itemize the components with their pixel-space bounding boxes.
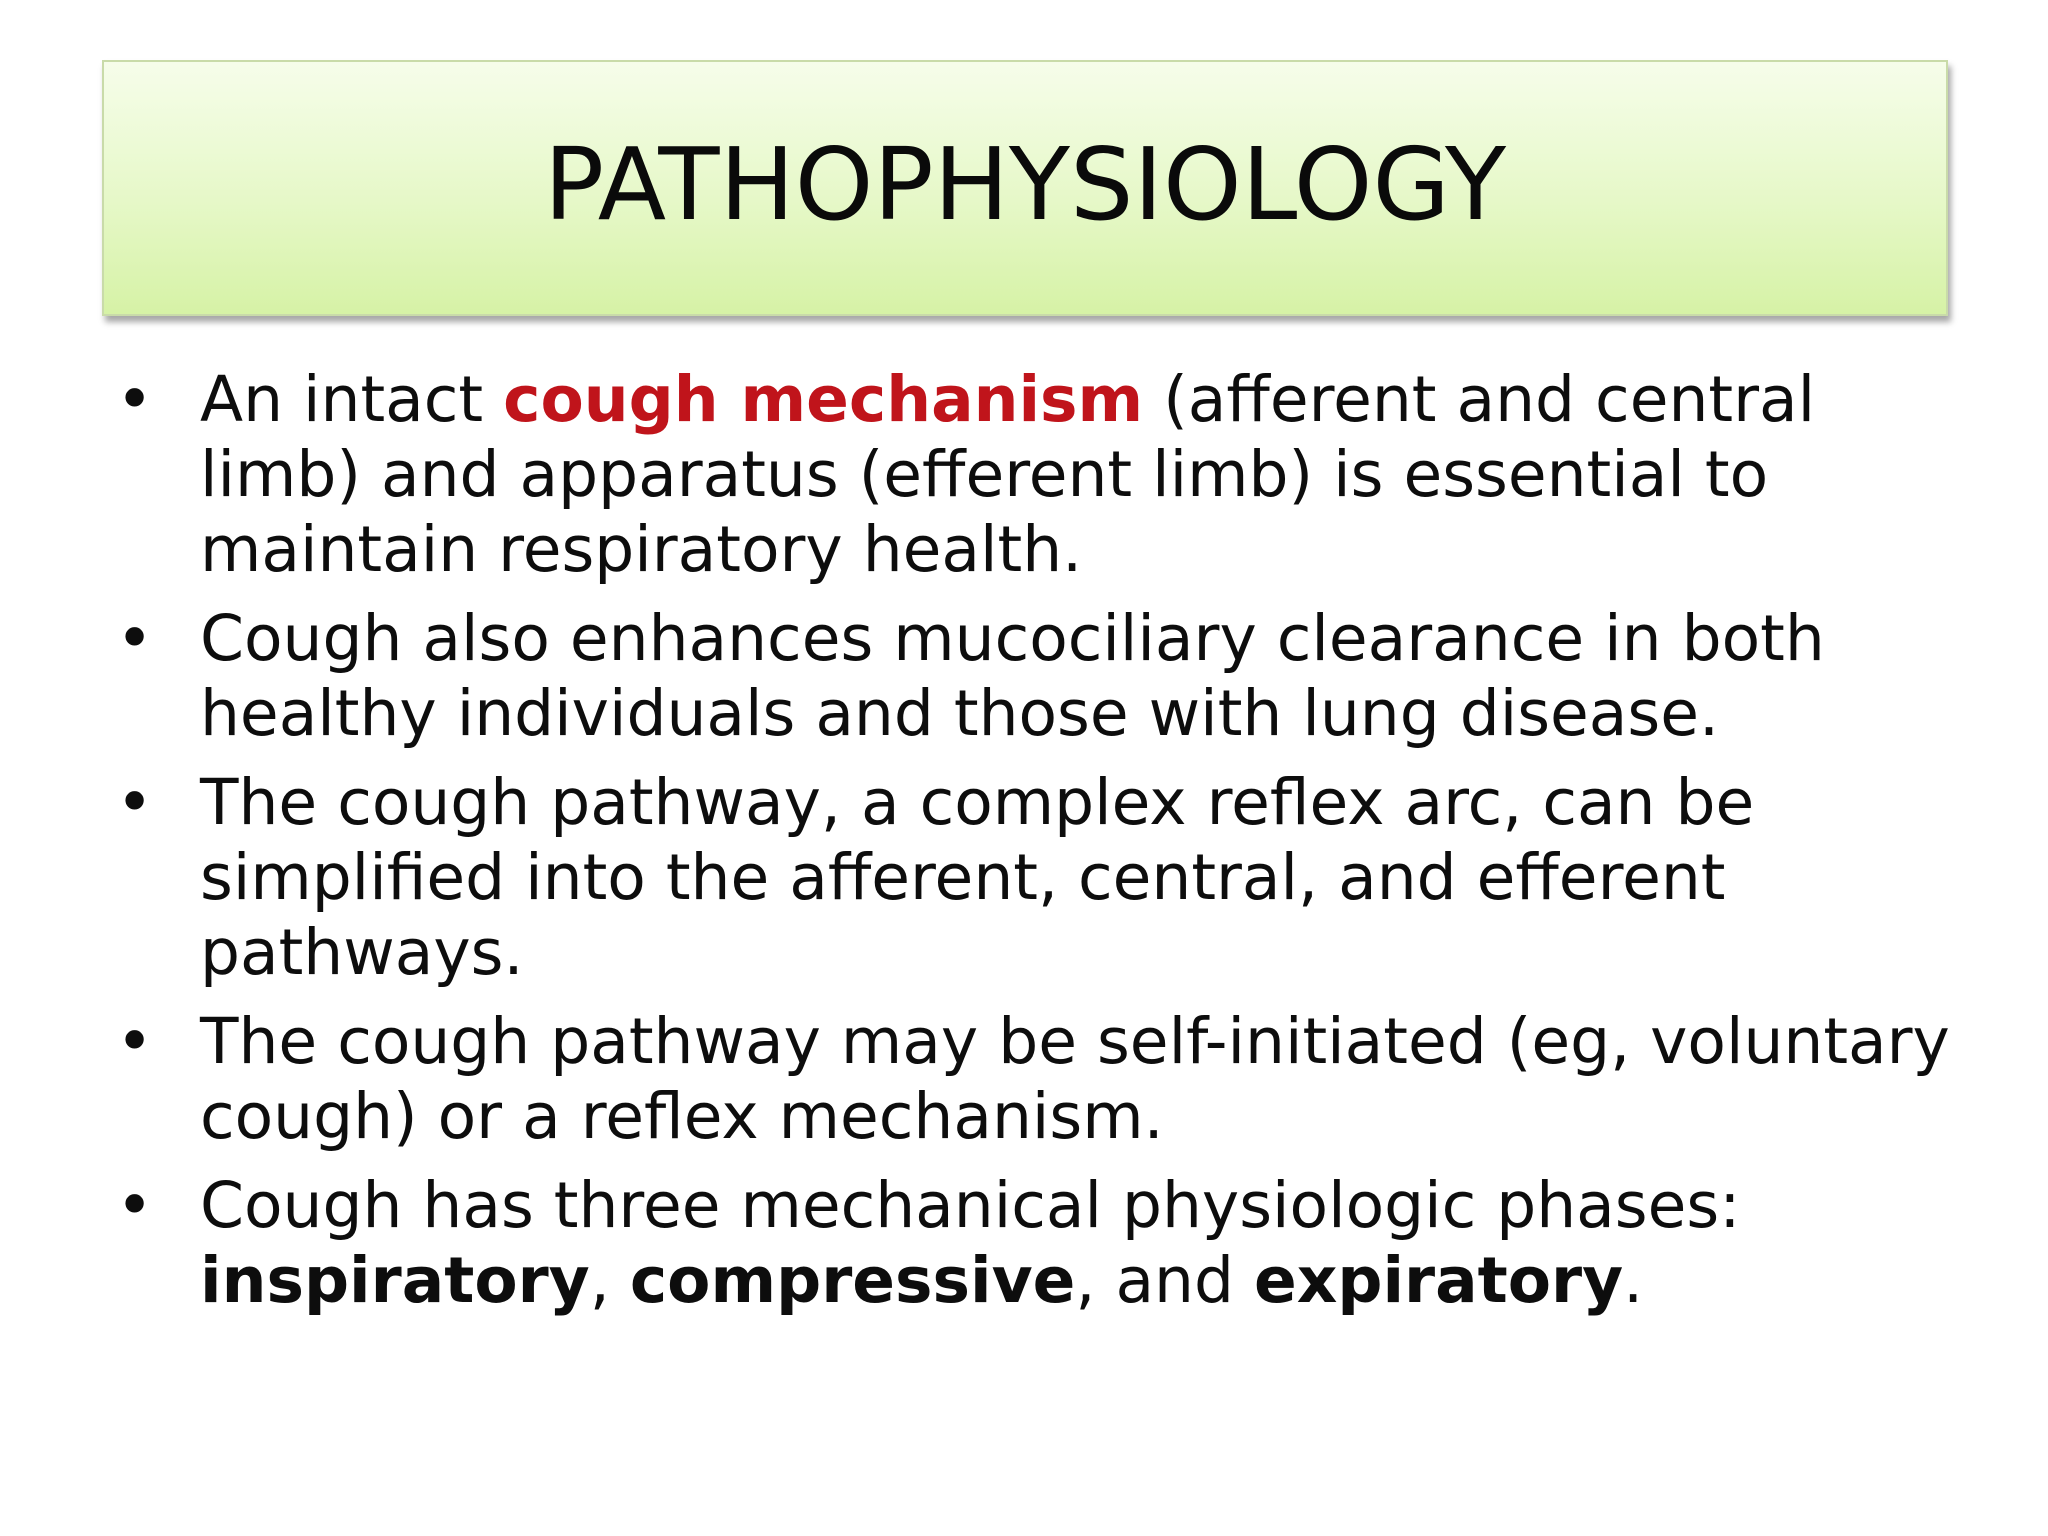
bullet-item	[116, 1004, 1956, 1154]
bullet-item	[116, 362, 1956, 587]
bullet-icon: •	[116, 602, 154, 675]
bullet-icon: •	[116, 766, 154, 839]
bullet-text	[200, 1005, 1950, 1153]
bullet-text	[200, 602, 1825, 750]
bullet-text-segment: The cough pathway, a complex reflex arc, can be simplified into the afferent, central, and efferent pathways.	[200, 766, 1755, 989]
bullet-text-segment: Cough has three mechanical physiologic phases:	[200, 1169, 1741, 1242]
slide-title: PATHOPHYSIOLOGY	[543, 126, 1507, 243]
bullet-text-segment: ,	[589, 1244, 630, 1317]
bullet-text-segment: (afferent and central limb) and apparatus (efferent limb) is essential to maintain respiratory health.	[200, 363, 1816, 586]
bullet-text-segment: The cough pathway may be self-initiated (eg, voluntary cough) or a reflex mechanism.	[200, 1005, 1950, 1153]
bullet-item	[116, 1168, 1956, 1318]
cough-mechanism-emphasis: cough mechanism	[503, 363, 1144, 436]
bullet-icon: •	[116, 1169, 154, 1242]
bullet-text-segment: An intact	[200, 363, 504, 436]
bullet-text	[200, 1169, 1740, 1317]
bullet-icon: •	[116, 1005, 154, 1078]
bullet-text	[200, 766, 1754, 989]
bullet-item	[116, 765, 1956, 990]
slide-title-box	[102, 60, 1948, 316]
bullet-text-segment: Cough also enhances mucociliary clearance in both healthy individuals and those with lung disease.	[200, 602, 1825, 750]
phase-expiratory: expiratory	[1254, 1244, 1624, 1317]
bullet-list	[116, 362, 1956, 1332]
bullet-icon: •	[116, 363, 154, 436]
bullet-item	[116, 601, 1956, 751]
bullet-text	[200, 363, 1815, 586]
phase-compressive: compressive	[629, 1244, 1076, 1317]
bullet-text-segment: , and	[1075, 1244, 1254, 1317]
bullet-text-segment: .	[1623, 1244, 1644, 1317]
phase-inspiratory: inspiratory	[200, 1244, 590, 1317]
